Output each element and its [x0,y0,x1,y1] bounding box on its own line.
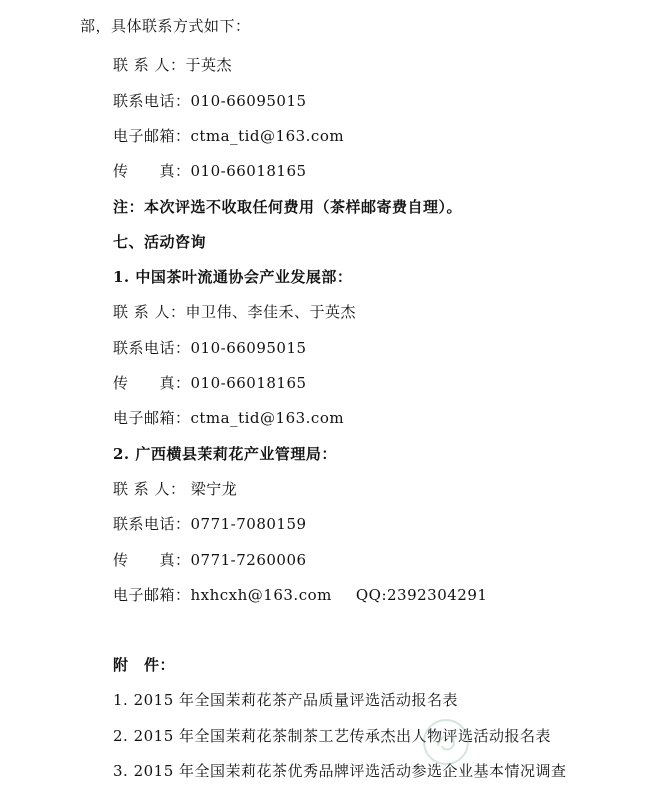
org2-contact-qq: QQ:2392304291 [355,586,488,604]
org2-contact-email-row [113,585,487,605]
section-heading-consult: 七、活动咨询 [113,233,207,251]
contact-email-line: 电子邮箱：ctma_tid@163.com [113,127,345,145]
contact-fax-line: 传 真：010-66018165 [113,162,307,180]
contact-person-line: 联 系 人：于英杰 [113,56,233,74]
fee-note: 注：本次评选不收取任何费用（茶样邮寄费自理）。 [113,198,463,216]
circle-watermark-icon [420,716,472,768]
org1-contact-fax: 传 真：010-66018165 [113,374,307,392]
org1-contact-phone: 联系电话：010-66095015 [113,339,307,357]
org2-contact-phone: 联系电话：0771-7080159 [113,515,307,533]
org2-contact-email: 电子邮箱：hxhcxh@163.com [113,586,332,604]
attachment-item-1: 1. 2015 年全国茉莉花茶产品质量评选活动报名表 [113,691,459,709]
attachment-item-2: 2. 2015 年全国茉莉花茶制茶工艺传承杰出人物评选活动报名表 [113,727,552,745]
org2-contact-fax: 传 真：0771-7260006 [113,551,307,569]
org1-contact-email: 电子邮箱：ctma_tid@163.com [113,409,345,427]
org-heading-2: 2. 广西横县茉莉花产业管理局： [113,445,337,463]
org1-contact-person: 联 系 人：申卫伟、李佳禾、于英杰 [113,303,357,321]
contact-phone-line: 联系电话：010-66095015 [113,92,307,110]
org-heading-1: 1. 中国茶叶流通协会产业发展部： [113,268,353,286]
attachments-heading: 附 件： [113,656,176,674]
org2-contact-person: 联 系 人： 梁宁龙 [113,480,238,498]
text-line-intro: 部，具体联系方式如下： [80,17,251,35]
attachment-item-3: 3. 2015 年全国茉莉花茶优秀品牌评选活动参选企业基本情况调查 [113,762,567,780]
